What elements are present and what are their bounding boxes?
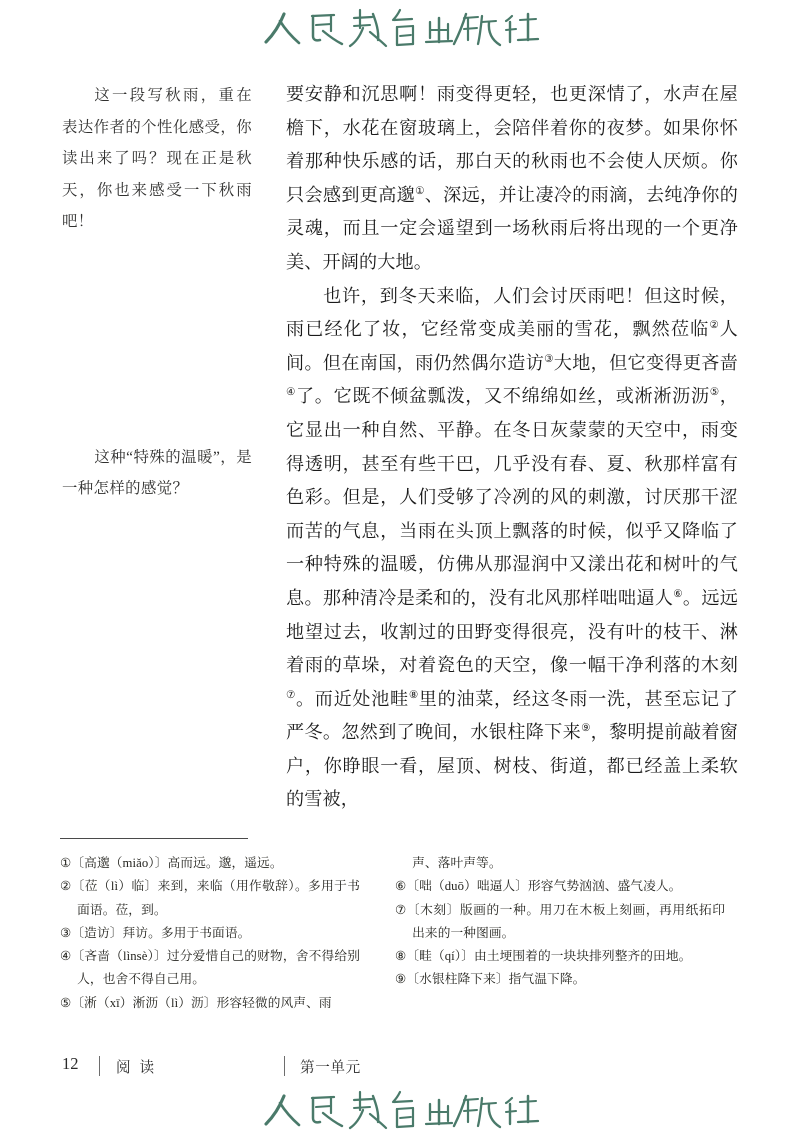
footnote-marker: ③	[60, 925, 72, 940]
page-number: 12	[62, 1054, 79, 1073]
footnote-marker: ⑥	[395, 879, 407, 894]
footnote-text: 〔畦（qí）〕由土埂围着的一块块排列整齐的田地。	[406, 949, 692, 964]
paragraph-1-segment-b: 、深远，并让凄冷的雨滴，去纯净你的灵魂，而且一定会遥望到一场秋雨后将出现的一个更净美、开阔的大地。	[286, 184, 738, 272]
footnote-ref-7[interactable]: ⑦	[286, 689, 296, 701]
footer-section-label: 阅 读	[116, 1060, 157, 1076]
footnote-marker: ⑧	[395, 949, 407, 964]
paragraph-2-segment-c: 大地，但它变得更吝啬	[553, 352, 738, 373]
footnote-continuation: 声、落叶声等。	[412, 856, 502, 870]
footnote-marker: ⑨	[395, 972, 407, 987]
footnote-ref-3[interactable]: ③	[544, 353, 554, 365]
footnotes-right-column	[395, 852, 725, 992]
margin-note-2-text: 这种“特殊的温暖”，是一种怎样的感觉？	[62, 448, 252, 497]
footnote-text: 〔淅（xī）淅沥（lì）沥〕形容轻微的风声、雨	[71, 995, 332, 1010]
paragraph-2-segment-h: 里的油菜，经这冬雨一洗，甚至忘记了严冬。忽然到了晚间，水银柱降下来	[286, 688, 738, 743]
footnote-ref-6[interactable]: ⑥	[673, 588, 683, 600]
footnote-item	[395, 945, 725, 968]
footnote-text: 〔高邈（miǎo）〕高而远。邈，遥远。	[71, 856, 283, 870]
footnote-item	[60, 852, 360, 875]
footer-divider-1	[99, 1056, 100, 1076]
page-content	[0, 78, 800, 823]
paragraph-2-segment-f: 。远远地望过去，收割过的田野变得很亮，没有叶的枝干、淋着雨的草垛，对着瓷色的天空，像一幅干净利落的木刻	[286, 587, 739, 676]
footnote-item	[395, 899, 725, 946]
footnote-ref-1[interactable]: ①	[415, 185, 425, 197]
margin-note-2	[62, 442, 252, 505]
body-paragraph-2	[286, 280, 738, 818]
footnotes-section	[0, 852, 800, 1032]
paragraph-1-segment-a: 要安静和沉思啊！雨变得更轻，也更深情了，水声在屋檐下，水花在窗玻璃上，会陪伴着你的夜梦。如果你怀着那种快乐感的话，那白天的秋雨也不会使人厌烦。你只会感到更高邈	[286, 84, 738, 205]
footnote-text: 〔木刻〕版画的一种。用刀在木板上刻画，再用纸拓印出来的一种图画。	[406, 902, 726, 940]
body-paragraph-1	[286, 78, 738, 280]
footnote-ref-2[interactable]: ②	[709, 320, 720, 332]
footnote-marker: ②	[60, 879, 72, 894]
footnote-text: 〔水银柱降下来〕指气温下降。	[406, 972, 586, 987]
footnote-separator-rule	[60, 838, 248, 839]
paragraph-2-segment-g: 。而近处池畦	[295, 688, 409, 709]
footnote-ref-4[interactable]: ④	[286, 387, 296, 399]
footer-divider-2	[284, 1056, 285, 1076]
footnote-text: 〔莅（lì）临〕来到，来临（用作敬辞）。多用于书面语。莅，到。	[71, 879, 360, 917]
footnote-item	[60, 945, 360, 992]
paragraph-2-segment-b: 人间。但在南国，雨仍然偶尔造访	[286, 319, 738, 373]
publisher-logo-top	[0, 4, 800, 61]
paragraph-2-segment-d: 了。它既不倾盆瓢泼，又不绵绵如丝，或淅淅沥沥	[295, 386, 710, 407]
paragraph-2-segment-i: ，黎明提前敲着窗户，你睁眼一看，屋顶、树枝、街道，都已经盖上柔软的雪被，	[286, 722, 739, 810]
body-text-column	[286, 78, 738, 817]
footnote-item	[395, 875, 725, 898]
margin-note-1-text: 这一段写秋雨，重在表达作者的个性化感受，你读出来了吗？现在正是秋天，你也来感受一下秋雨吧！	[62, 87, 252, 230]
footnote-marker: ⑦	[395, 902, 407, 917]
publisher-logo-calligraphy-icon	[260, 1086, 540, 1138]
footnote-ref-8[interactable]: ⑧	[408, 689, 419, 701]
publisher-logo-bottom	[0, 1086, 800, 1143]
footer-unit-label: 第一单元	[300, 1060, 361, 1076]
footnote-text: 〔造访〕拜访。多用于书面语。	[71, 925, 251, 940]
footnote-item	[60, 922, 360, 945]
footnote-item	[395, 968, 725, 991]
footnotes-left-column	[60, 852, 360, 1015]
footnote-ref-5[interactable]: ⑤	[709, 387, 720, 399]
footnote-marker: ⑤	[60, 995, 72, 1010]
margin-notes-column	[62, 78, 252, 505]
footnote-item	[60, 992, 360, 1015]
footnote-marker: ①	[60, 856, 72, 870]
footnote-item	[60, 875, 360, 922]
footnote-text: 〔吝啬（lìnsè）〕过分爱惜自己的财物，舍不得给别人，也舍不得自己用。	[71, 949, 360, 987]
footnote-text: 〔咄（duō）咄逼人〕形容气势汹汹、盛气凌人。	[406, 879, 682, 894]
paragraph-2-segment-e: ，它显出一种自然、平静。在冬日灰蒙蒙的天空中，雨变得透明，甚至有些干巴，几乎没有春、夏、秋那样富有色彩。但是，人们受够了冷冽的风的刺激，讨厌那干涩而苦的气息，当雨在头顶上飘落的时候，似乎又降临了一种特殊的温暖，仿佛从那湿润中又漾出花和树叶的气息。那种清冷是柔和的，没有北风那样咄咄逼人	[286, 386, 738, 608]
page-footer	[0, 1052, 800, 1086]
footnote-ref-9[interactable]: ⑨	[581, 723, 591, 735]
margin-note-1	[62, 80, 252, 238]
footnote-marker: ④	[60, 949, 72, 964]
publisher-logo-calligraphy-icon	[260, 4, 540, 56]
paragraph-2-segment-a: 也许，到冬天来临，人们会讨厌雨吧！但这时候，雨已经化了妆，它经常变成美丽的雪花，飘然莅临	[286, 285, 738, 340]
